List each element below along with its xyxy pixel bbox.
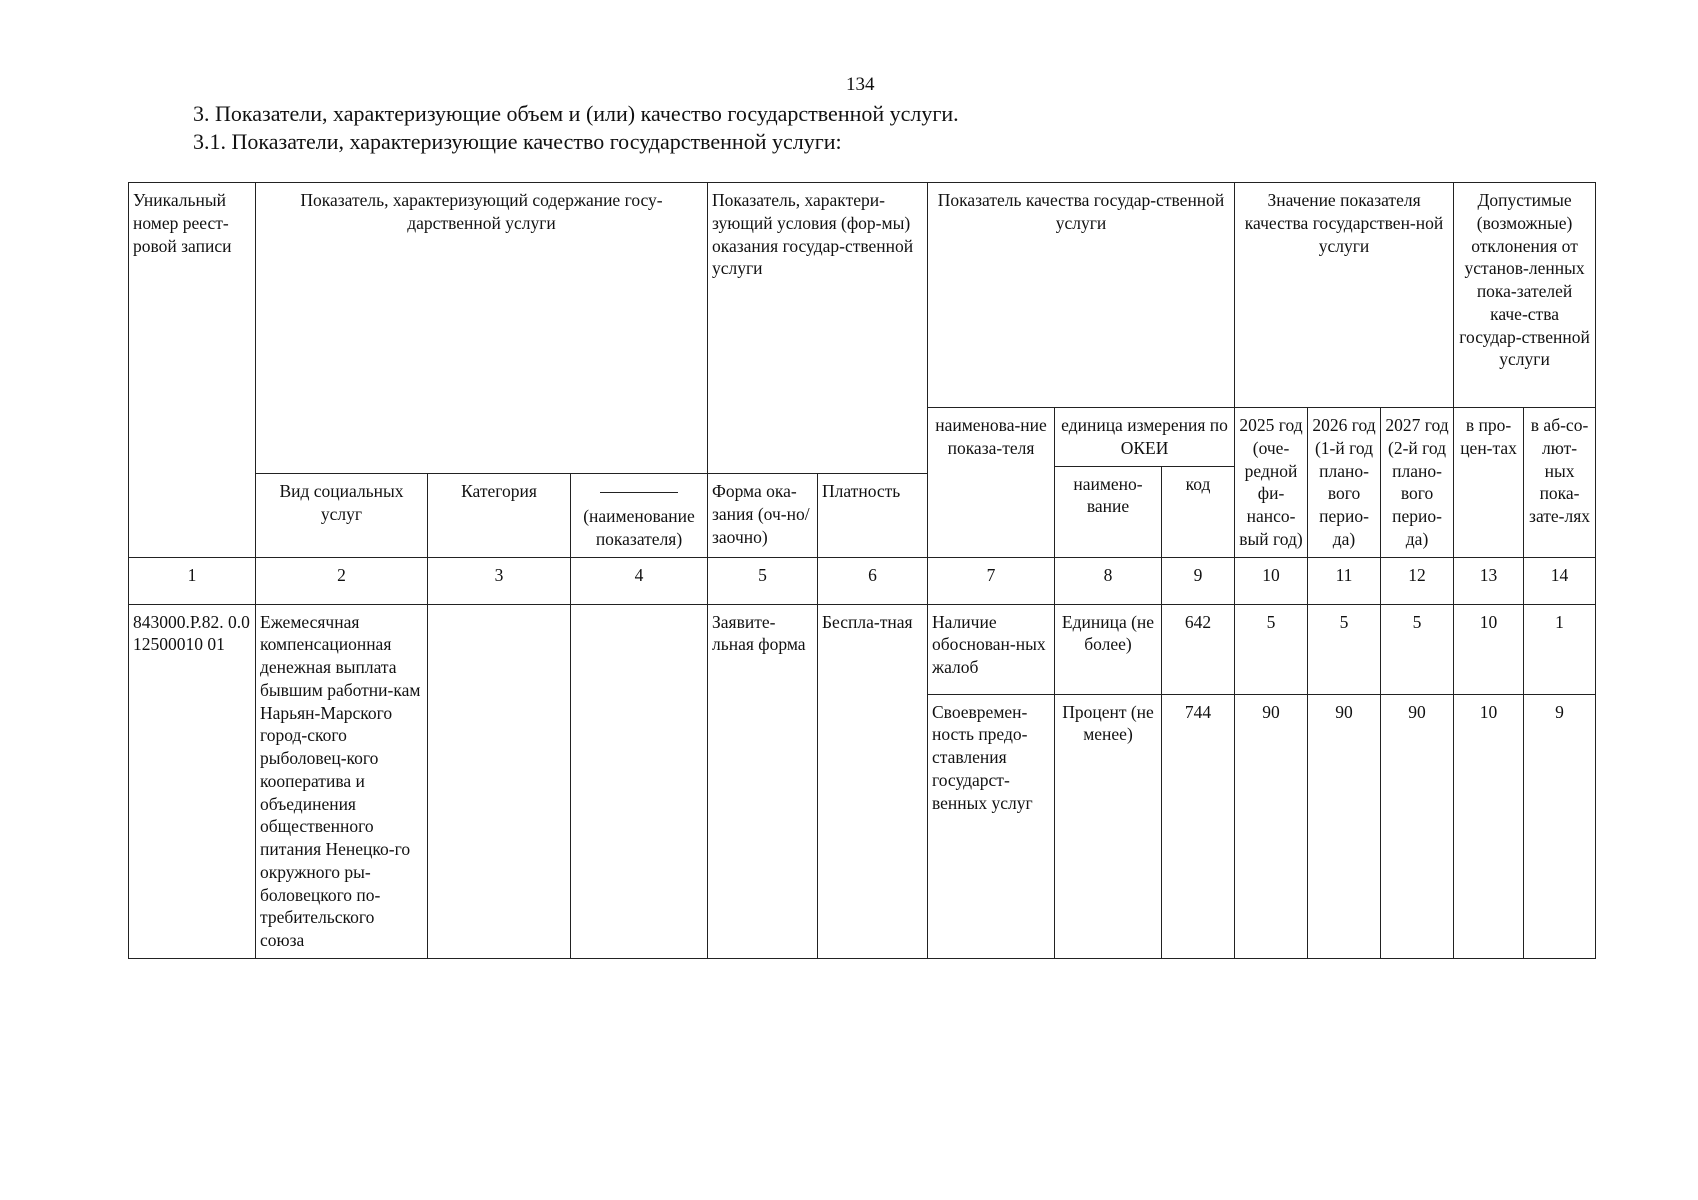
indicator-name-cell: Наличие обоснован-ных жалоб <box>928 604 1055 694</box>
header-year-2026: 2026 год (1-й год плано-вого перио-да) <box>1308 408 1381 558</box>
header-unit-okei: единица измерения по ОКЕИ <box>1055 408 1235 467</box>
header-unit-name: наимено-вание <box>1055 466 1162 557</box>
header-deviation-absolute: в аб-со-лют-ных пока-зате-лях <box>1524 408 1596 558</box>
registry-number-cell: 843000.Р.82. 0.012500010 01 <box>129 604 256 958</box>
value-2025-cell: 5 <box>1235 604 1308 694</box>
header-year-2027: 2027 год (2-й год плано-вого перио-да) <box>1381 408 1454 558</box>
col-number: 9 <box>1162 557 1235 604</box>
deviation-absolute-cell: 1 <box>1524 604 1596 694</box>
header-registry-number: Уникальный номер реест-ровой записи <box>129 183 256 558</box>
header-deviation-group: Допустимые (возможные) отклонения от установ-ленных пока-зателей каче-ства государ-ственной услуги <box>1454 183 1596 408</box>
col-number: 7 <box>928 557 1055 604</box>
col-number: 6 <box>818 557 928 604</box>
header-indicator-name: наименова-ние показа-теля <box>928 408 1055 558</box>
indicator-unit-cell: Процент (не менее) <box>1055 694 1162 958</box>
header-service-type: Вид социальных услуг <box>256 474 428 557</box>
col-number: 2 <box>256 557 428 604</box>
header-category: Категория <box>428 474 571 557</box>
header-content-group: Показатель, характеризующий содержание госу-дарственной услуги <box>256 183 708 474</box>
col-number: 12 <box>1381 557 1454 604</box>
quality-indicators-table <box>128 182 1596 959</box>
header-quality-group: Показатель качества государ-ственной услуги <box>928 183 1235 408</box>
col-number: 3 <box>428 557 571 604</box>
service-type-cell: Ежемесячная компенсационная денежная выплата бывшим работни-кам Нарьян-Марского город-ского рыболовец-кого кооператива и объединения общественного питания Ненецко-го окружного ры-боловецкого по-требительского союза <box>256 604 428 958</box>
col-number: 8 <box>1055 557 1162 604</box>
value-2027-cell: 5 <box>1381 604 1454 694</box>
deviation-percent-cell: 10 <box>1454 694 1524 958</box>
page-number: 134 <box>846 74 875 95</box>
header-indicator-name-col4: (наименование показателя) <box>571 474 708 557</box>
blank-line <box>600 480 678 493</box>
table-row <box>129 604 1596 694</box>
delivery-form-cell: Заявите-льная форма <box>708 604 818 958</box>
deviation-absolute-cell: 9 <box>1524 694 1596 958</box>
subsection-heading: 3.1. Показатели, характеризующие качество государственной услуги: <box>193 129 842 154</box>
header-value-group: Значение показателя качества государствен-ной услуги <box>1235 183 1454 408</box>
col-number: 1 <box>129 557 256 604</box>
header-delivery-form: Форма ока-зания (оч-но/заочно) <box>708 474 818 557</box>
value-2027-cell: 90 <box>1381 694 1454 958</box>
col-number: 14 <box>1524 557 1596 604</box>
col-number: 4 <box>571 557 708 604</box>
col4-cell <box>571 604 708 958</box>
col-number: 10 <box>1235 557 1308 604</box>
indicator-code-cell: 642 <box>1162 604 1235 694</box>
indicator-name-cell: Своевремен-ность предо-ставления государст-венных услуг <box>928 694 1055 958</box>
header-year-2025: 2025 год (оче-редной фи-нансо-вый год) <box>1235 408 1308 558</box>
col-number: 11 <box>1308 557 1381 604</box>
col-number: 5 <box>708 557 818 604</box>
value-2025-cell: 90 <box>1235 694 1308 958</box>
section-heading: 3. Показатели, характеризующие объем и (или) качество государственной услуги. <box>193 101 959 126</box>
category-cell <box>428 604 571 958</box>
deviation-percent-cell: 10 <box>1454 604 1524 694</box>
header-unit-code: код <box>1162 466 1235 557</box>
value-2026-cell: 5 <box>1308 604 1381 694</box>
header-deviation-percent: в про-цен-тах <box>1454 408 1524 558</box>
column-numbers-row <box>129 557 1596 604</box>
payment-cell: Беспла-тная <box>818 604 928 958</box>
col-number: 13 <box>1454 557 1524 604</box>
indicator-unit-cell: Единица (не более) <box>1055 604 1162 694</box>
header-conditions-group: Показатель, характери-зующий условия (фор-мы) оказания государ-ственной услуги <box>708 183 928 474</box>
indicator-code-cell: 744 <box>1162 694 1235 958</box>
header-payment: Платность <box>818 474 928 557</box>
value-2026-cell: 90 <box>1308 694 1381 958</box>
